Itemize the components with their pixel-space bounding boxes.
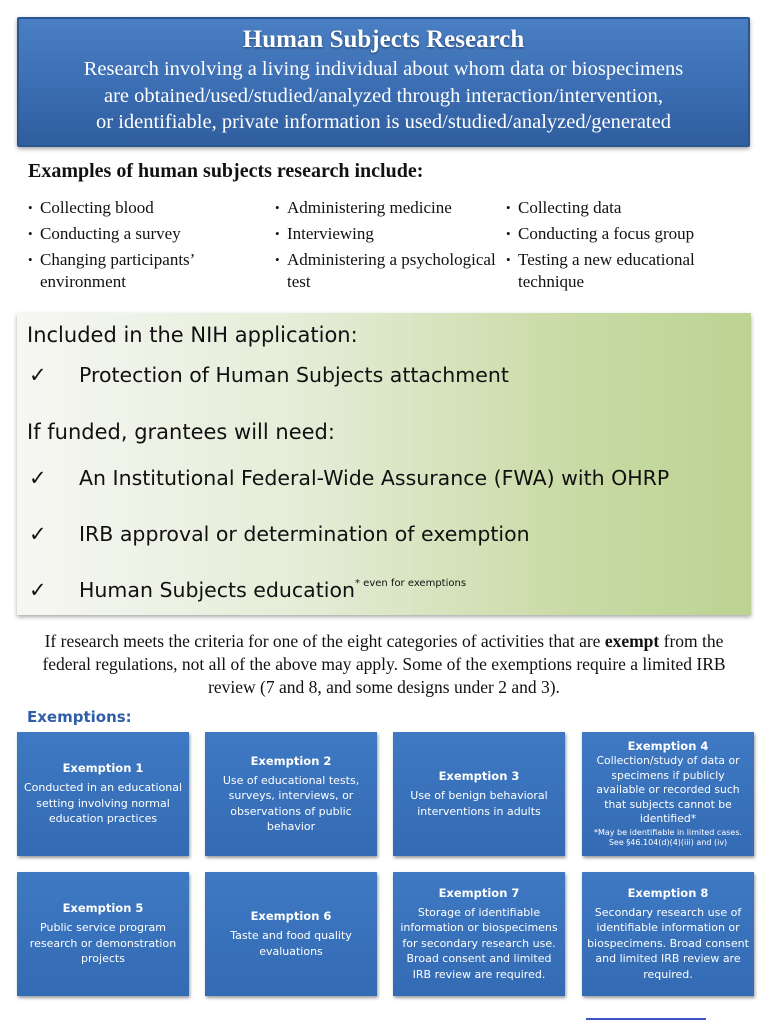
checkmark-icon: ✓ [29, 578, 47, 602]
link-underline [586, 1018, 706, 1020]
exemption-card-2 [205, 732, 377, 856]
exemption-description: Conducted in an educational setting involving normal education practices [23, 781, 183, 826]
checkmark-icon: ✓ [29, 363, 47, 387]
funded-heading: If funded, grantees will need: [27, 420, 335, 444]
exemption-card-7 [393, 872, 565, 996]
funded-item-text: IRB approval or determination of exemption [79, 522, 530, 546]
example-item: • Changing participants’ environment [28, 249, 268, 293]
funded-item [29, 522, 530, 546]
exemption-title: Exemption 3 [438, 769, 520, 783]
paragraph-text: from the federal regulations, not all of the above may apply. Some of the exemptions require a limited IRB review (7 and 8, and some designs under 2 and 3). [42, 631, 726, 697]
funded-item [29, 578, 466, 602]
exemption-card-4 [582, 732, 754, 856]
exemption-title: Exemption 1 [62, 761, 144, 776]
exemption-title: Exemption 6 [250, 909, 332, 923]
exemption-description: Use of educational tests, surveys, interviews, or observations of public behavior [222, 773, 360, 833]
example-item: • Testing a new educational technique [506, 249, 756, 293]
exemption-description: Storage of identifiable information or biospecimens for secondary research use. Broad consent and limited IRB review are required. [400, 905, 558, 981]
definition-line: Research involving a living individual about whom data or biospecimens [83, 58, 684, 80]
exemption-title: Exemption 2 [250, 753, 332, 768]
example-item: • Conducting a focus group [506, 223, 756, 245]
examples-column [275, 197, 505, 297]
example-item: • Interviewing [275, 223, 505, 245]
examples-heading: Examples of human subjects research include: [28, 160, 424, 182]
exemption-title: Exemption 4 [627, 739, 709, 754]
definition-line: are obtained/used/studied/analyzed through interaction/intervention, [103, 84, 663, 107]
exemption-card-6 [205, 872, 377, 996]
examples-column [506, 197, 756, 297]
exemption-footnote: *May be identifiable in limited cases. See §46.104(d)(4)(iii) and (iv) [593, 827, 743, 848]
examples-column [28, 197, 268, 297]
funded-item-text: Human Subjects education [79, 578, 355, 602]
included-item-text: Protection of Human Subjects attachment [79, 363, 509, 387]
funded-item-text: An Institutional Federal-Wide Assurance (FWA) with OHRP [79, 466, 670, 490]
definition-text [19, 56, 748, 136]
page-title: Human Subjects Research [242, 26, 525, 53]
definition-line: or identifiable, private information is used/studied/analyzed/generated [96, 111, 671, 133]
exemption-description: Use of benign behavioral interventions in adults [410, 789, 548, 818]
header-banner [17, 17, 750, 147]
exemption-card-5 [17, 872, 189, 996]
exemption-footnote: * even for exemptions [355, 578, 467, 589]
example-item: • Collecting data [506, 197, 756, 219]
paragraph-bold-term: exempt [604, 631, 660, 651]
exemptions-heading: Exemptions: [27, 708, 132, 726]
example-item: • Administering medicine [275, 197, 505, 219]
example-item: • Collecting blood [28, 197, 268, 219]
exemption-description: Secondary research use of identifiable information or biospecimens. Broad consent and limited IRB review are required. [587, 905, 749, 981]
exemption-card-3 [393, 732, 565, 856]
example-item: • Administering a psychological test [275, 249, 505, 293]
exemption-title: Exemption 5 [62, 901, 144, 916]
exemption-description: Taste and food quality evaluations [230, 929, 352, 958]
exemption-description: Collection/study of data or specimens if publicly available or recorded such that subjects cannot be identified* [596, 754, 740, 826]
checkmark-icon: ✓ [29, 466, 47, 490]
funded-item [29, 466, 669, 490]
included-item [29, 363, 509, 387]
exemption-card-8 [582, 872, 754, 996]
exemption-description: Public service program research or demonstration projects [29, 921, 177, 966]
exemption-card-1 [17, 732, 189, 856]
checkmark-icon: ✓ [29, 522, 47, 546]
exemption-title: Exemption 8 [627, 885, 709, 900]
exemption-title: Exemption 7 [438, 885, 520, 900]
exempt-paragraph [30, 630, 738, 699]
nih-requirements-panel [17, 313, 751, 615]
example-item: • Conducting a survey [28, 223, 268, 245]
included-heading: Included in the NIH application: [27, 323, 358, 347]
paragraph-text: If research meets the criteria for one of the eight categories of activities that are [44, 631, 605, 651]
